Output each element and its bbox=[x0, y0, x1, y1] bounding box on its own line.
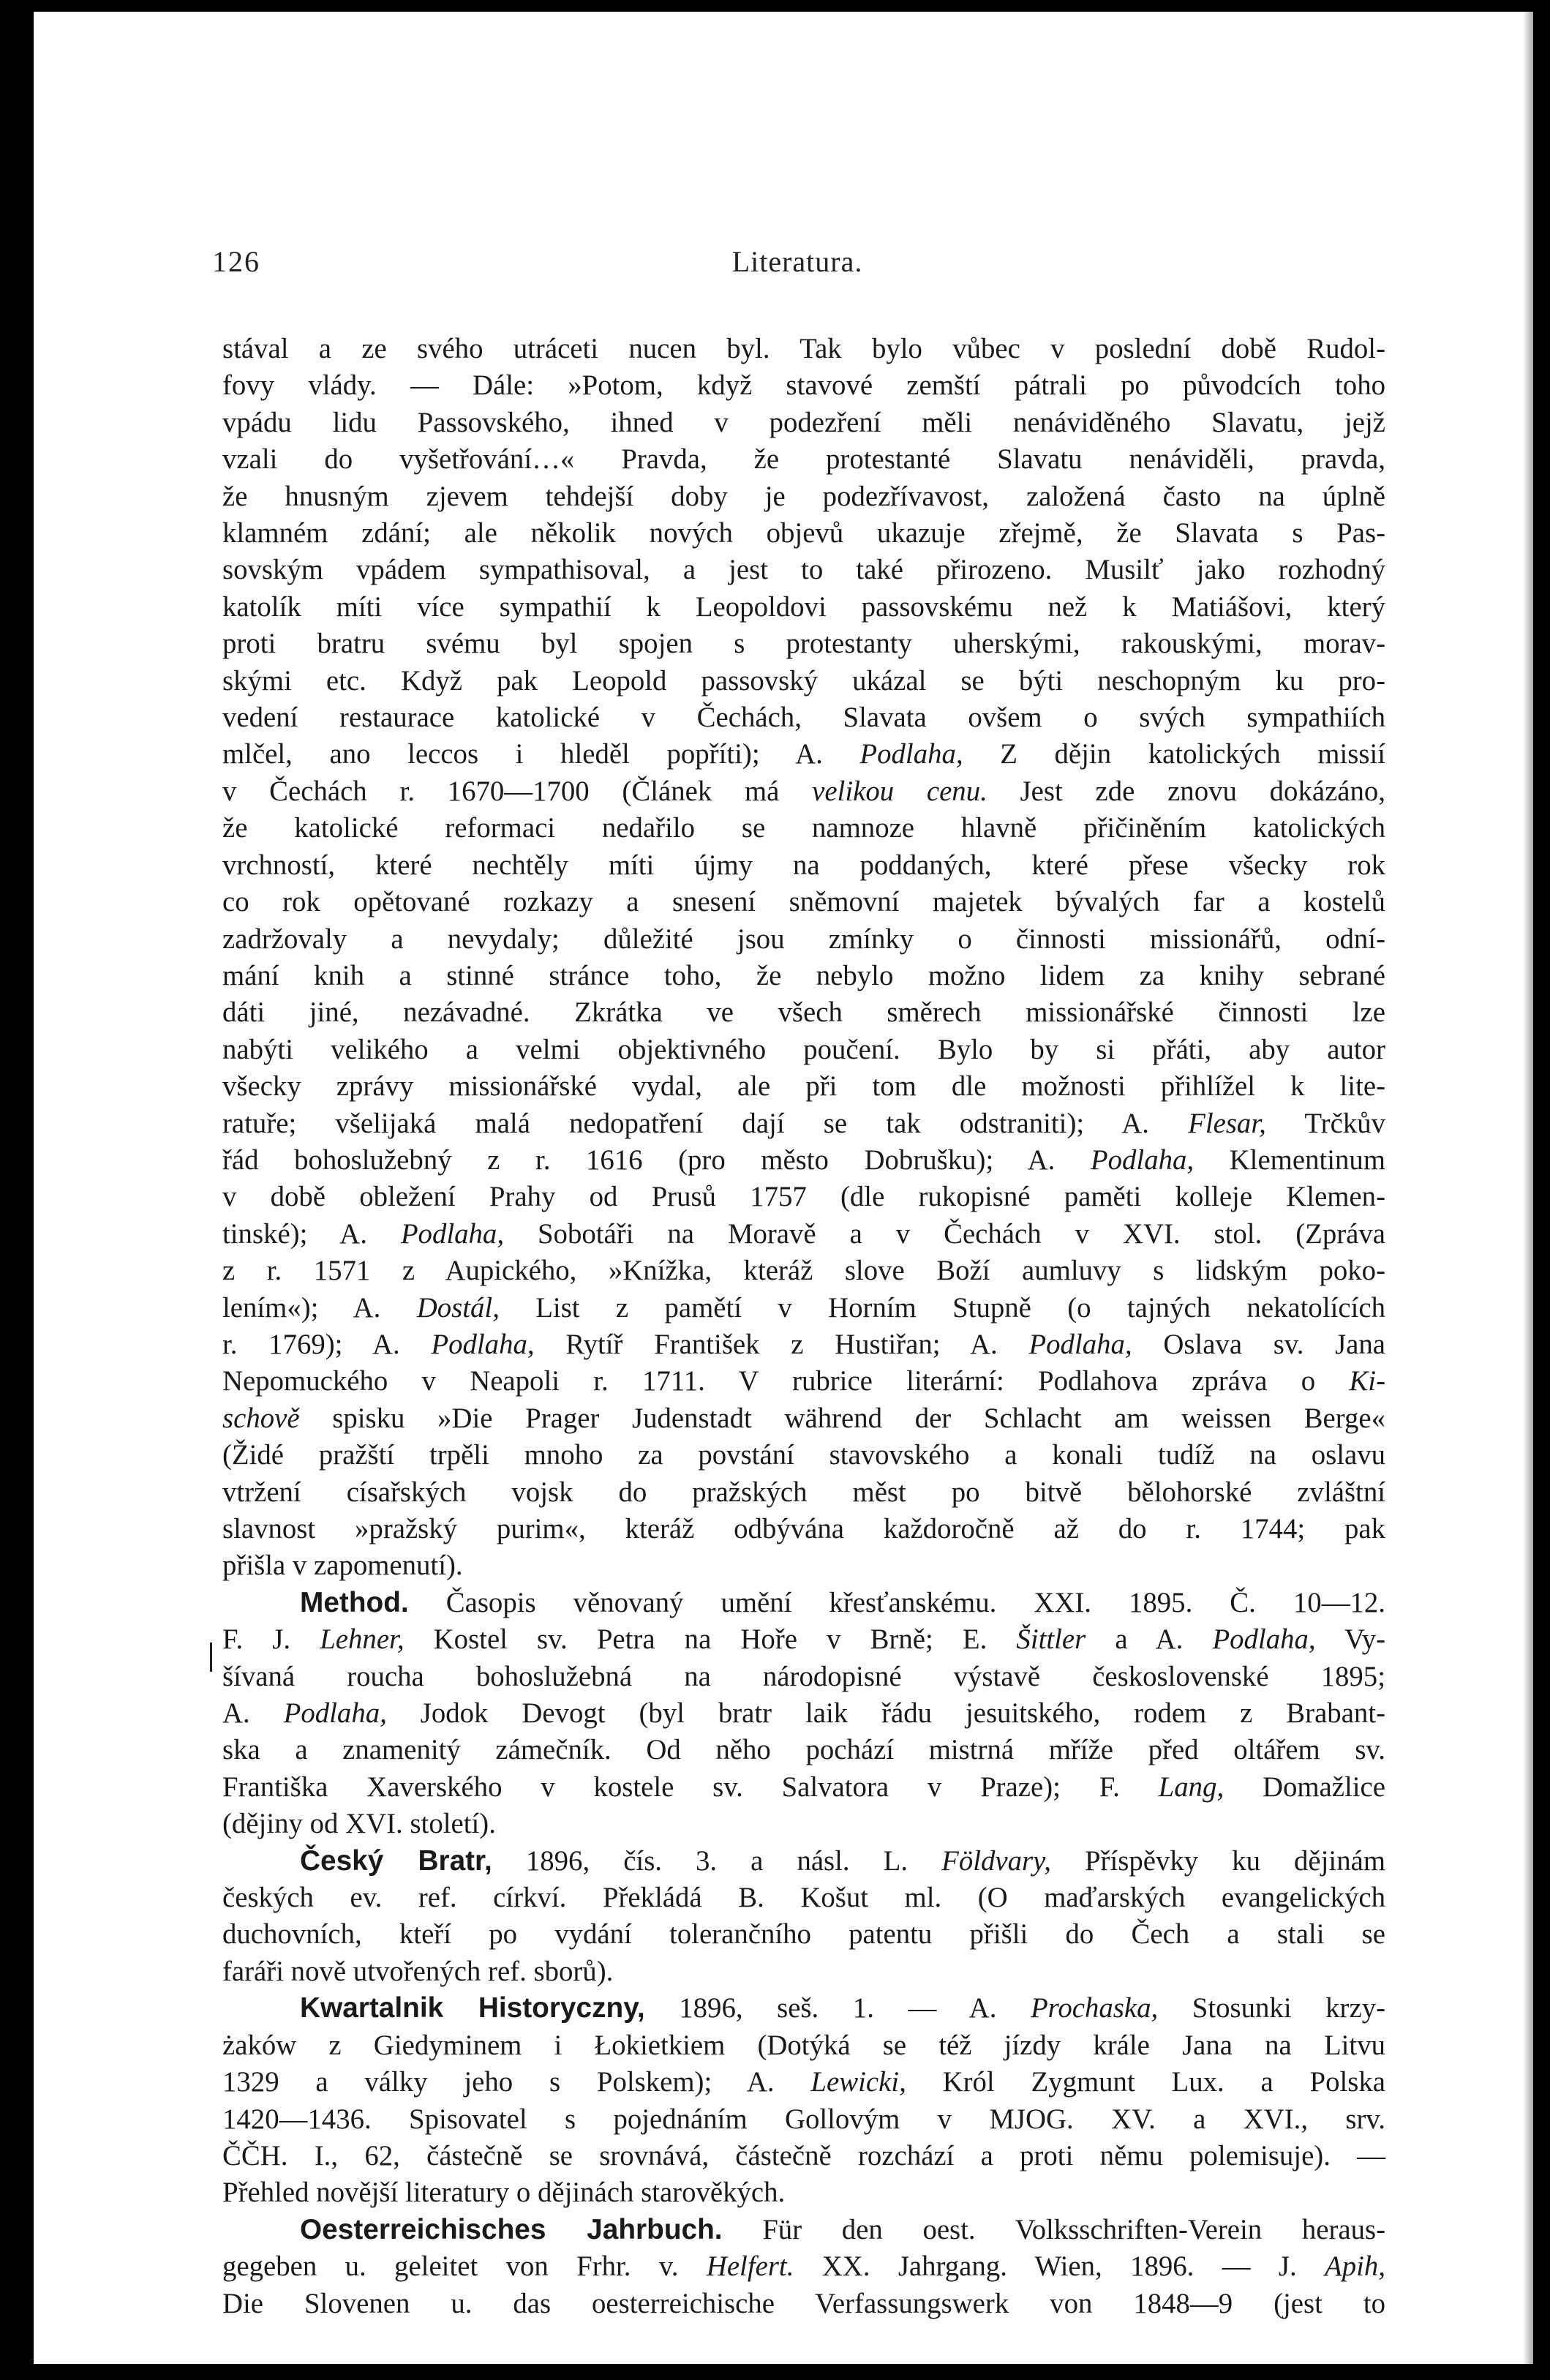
text-line: klamném zdání; ale několik nových objevů ukazuje zřejmě, že Slavata s Pas- bbox=[222, 517, 1385, 549]
text-line: stával a ze svého utráceti nucen byl. Tak bylo vůbec v poslední době Rudol- bbox=[222, 333, 1385, 364]
text-line: vrchností, které nechtěly míti újmy na poddaných, které přese všecky rok bbox=[222, 849, 1385, 881]
text-line: v době obležení Prahy od Prusů 1757 (dle rukopisné paměti kolleje Klemen- bbox=[222, 1181, 1385, 1213]
entry-method bbox=[222, 1585, 1385, 1843]
entry-title: Kwartalnik Historyczny, bbox=[300, 1992, 645, 2024]
text-line: dáti jiné, nezávadné. Zkrátka ve všech směrech missionářské činnosti lze bbox=[222, 996, 1385, 1029]
text-line: že katolické reformaci nedařilo se namnoze hlavně přičiněním katolických bbox=[222, 812, 1385, 844]
entry-kwartalnik bbox=[222, 1990, 1385, 2211]
text-line: żaków z Giedyminem i Łokietkiem (Dotýká se též jízdy krále Jana na Litvu bbox=[222, 2029, 1385, 2061]
text-line: ČČH. I., 62, částečně se srovnává, částečně rozchází a proti němu polemisuje). — bbox=[222, 2139, 1385, 2171]
text-line: Method. Časopis věnovaný umění křesťanskému. XXI. 1895. Č. 10—12. bbox=[300, 1586, 1385, 1618]
paragraph-continuation bbox=[222, 331, 1385, 1585]
text-line: faráři nově utvořených ref. sborů). bbox=[222, 1955, 614, 1987]
text-line: skými etc. Když pak Leopold passovský ukázal se býti neschopným ku pro- bbox=[222, 664, 1385, 697]
text-line: (Židé pražští trpěli mnoho za povstání stavovského a konali tudíž na oslavu bbox=[222, 1439, 1385, 1471]
text-line: 1420—1436. Spisovatel s pojednáním Gollovým v MJOG. XV. a XVI., srv. bbox=[222, 2103, 1385, 2135]
text-line: mlčel, ano leccos i hleděl popříti); A. Podlaha, Z dějin katolických missií bbox=[222, 738, 1386, 770]
text-line: co rok opětované rozkazy a snesení sněmovní majetek bývalých far a kostelů bbox=[222, 886, 1385, 918]
margin-mark bbox=[210, 1643, 212, 1672]
text-line: fovy vlády. — Dále: »Potom, když stavové zemští pátrali po původcích toho bbox=[222, 369, 1385, 402]
text-line: z r. 1571 z Aupického, »Knížka, kteráž slove Boží aumluvy s lidským poko- bbox=[222, 1255, 1385, 1287]
text-line: tinské); A. Podlaha, Sobotáři na Moravě a v Čechách v XVI. stol. (Zpráva bbox=[222, 1217, 1385, 1250]
text-line: Oesterreichisches Jahrbuch. Für den oest. Volksschriften-Verein heraus- bbox=[300, 2213, 1385, 2245]
text-line: vtržení císařských vojsk do pražských měst po bitvě bělohorské zvláštní bbox=[222, 1476, 1385, 1508]
page-number: 126 bbox=[212, 245, 260, 278]
text-line: Kwartalnik Historyczny, 1896, seš. 1. — A. Prochaska, Stosunki krzy- bbox=[300, 1992, 1386, 2024]
text-line: vedení restaurace katolické v Čechách, Slavata ovšem o svých sympathiích bbox=[222, 702, 1385, 734]
text-line: katolík míti více sympathií k Leopoldovi passovskému než k Matiášovi, který bbox=[222, 590, 1385, 623]
body-text bbox=[222, 331, 1385, 2322]
text-line: F. J. Lehner, Kostel sv. Petra na Hoře v Brně; E. Šittler a A. Podlaha, Vy- bbox=[222, 1623, 1386, 1656]
entry-cesky-bratr bbox=[222, 1843, 1385, 1991]
text-line: Nepomuckého v Neapoli r. 1711. V rubrice literární: Podlahova zpráva o Ki- bbox=[222, 1365, 1385, 1397]
text-line: mání knih a stinné stránce toho, že nebylo možno lidem za knihy sebrané bbox=[222, 959, 1385, 991]
text-line: ratuře; všelijaká malá nedopatření dají se tak odstraniti); A. Flesar, Trčkův bbox=[222, 1107, 1386, 1139]
text-line: slavnost »pražský purim«, kteráž odbývána každoročně až do r. 1744; pak bbox=[222, 1513, 1385, 1544]
entry-oesterreichisches bbox=[222, 2212, 1385, 2322]
text-line: šívaná roucha bohoslužebná na národopisné výstavě československé 1895; bbox=[222, 1660, 1385, 1692]
text-line: řád bohoslužebný z r. 1616 (pro město Dobrušku); A. Podlaha, Klementinum bbox=[222, 1144, 1386, 1176]
text-line: Přehled novější literatury o dějinách starověkých. bbox=[222, 2177, 786, 2209]
text-line: Český Bratr, 1896, čís. 3. a násl. L. Földvary, Příspěvky ku dějinám bbox=[300, 1844, 1385, 1877]
text-line: sovským vpádem sympathisoval, a jest to také přirozeno. Musilť jako rozhodný bbox=[222, 554, 1385, 586]
text-line: 1329 a války jeho s Polskem); A. Lewicki, Król Zygmunt Lux. a Polska bbox=[222, 2066, 1385, 2098]
entry-title: Method. bbox=[300, 1586, 409, 1618]
book-page bbox=[34, 12, 1533, 2364]
text-line: r. 1769); A. Podlaha, Rytíř František z Hustiřan; A. Podlaha, Oslava sv. Jana bbox=[222, 1328, 1386, 1360]
page-header bbox=[212, 244, 1382, 288]
text-line: A. Podlaha, Jodok Devogt (byl bratr laik řádu jesuitského, rodem z Brabant- bbox=[222, 1697, 1386, 1730]
text-line: přišla v zapomenutí). bbox=[222, 1550, 463, 1582]
text-line: gegeben u. geleitet von Frhr. v. Helfert. XX. Jahrgang. Wien, 1896. — J. Apih, bbox=[222, 2251, 1385, 2283]
entry-title: Český Bratr, bbox=[300, 1844, 492, 1877]
text-line: duchovních, kteří po vydání tolerančního patentu přišli do Čech a stali se bbox=[222, 1918, 1385, 1951]
text-line: vzali do vyšetřování…« Pravda, že protestanté Slavatu nenáviděli, pravda, bbox=[222, 443, 1385, 476]
text-line: že hnusným zjevem tehdejší doby je podezřívavost, založená často na úplně bbox=[222, 480, 1385, 512]
text-line: ska a znamenitý zámečník. Od něho pochází mistrná mříže před oltářem sv. bbox=[222, 1734, 1385, 1766]
text-line: v Čechách r. 1670—1700 (Článek má velikou cenu. Jest zde znovu dokázáno, bbox=[222, 775, 1385, 807]
text-line: nabýti velikého a velmi objektivného poučení. Bylo by si přáti, aby autor bbox=[222, 1033, 1385, 1065]
text-line: lením«); A. Dostál, List z pamětí v Horním Stupně (o tajných nekatolících bbox=[222, 1291, 1386, 1324]
running-head: Literatura. bbox=[731, 245, 863, 278]
text-line: Die Slovenen u. das oesterreichische Verfassungswerk von 1848—9 (jest to bbox=[222, 2287, 1385, 2319]
text-line: proti bratru svému byl spojen s protestanty uherskými, rakouskými, morav- bbox=[222, 628, 1385, 660]
text-line: vpádu lidu Passovského, ihned v podezření měli nenáviděného Slavatu, jejž bbox=[222, 406, 1385, 438]
text-line: zadržovaly a nevydaly; důležité jsou zmínky o činnosti missionářů, odní- bbox=[222, 923, 1385, 955]
text-line: všecky zprávy missionářské vydal, ale při tom dle možnosti přihlížel k lite- bbox=[222, 1070, 1385, 1103]
text-line: schově spisku »Die Prager Judenstadt während der Schlacht am weissen Berge« bbox=[222, 1402, 1385, 1434]
text-line: českých ev. ref. církví. Překládá B. Košut ml. (O maďarských evangelických bbox=[222, 1882, 1385, 1914]
text-line: Františka Xaverského v kostele sv. Salvatora v Praze); F. Lang, Domažlice bbox=[222, 1771, 1385, 1803]
text-line: (dějiny od XVI. století). bbox=[222, 1808, 496, 1840]
entry-title: Oesterreichisches Jahrbuch. bbox=[300, 2213, 723, 2245]
